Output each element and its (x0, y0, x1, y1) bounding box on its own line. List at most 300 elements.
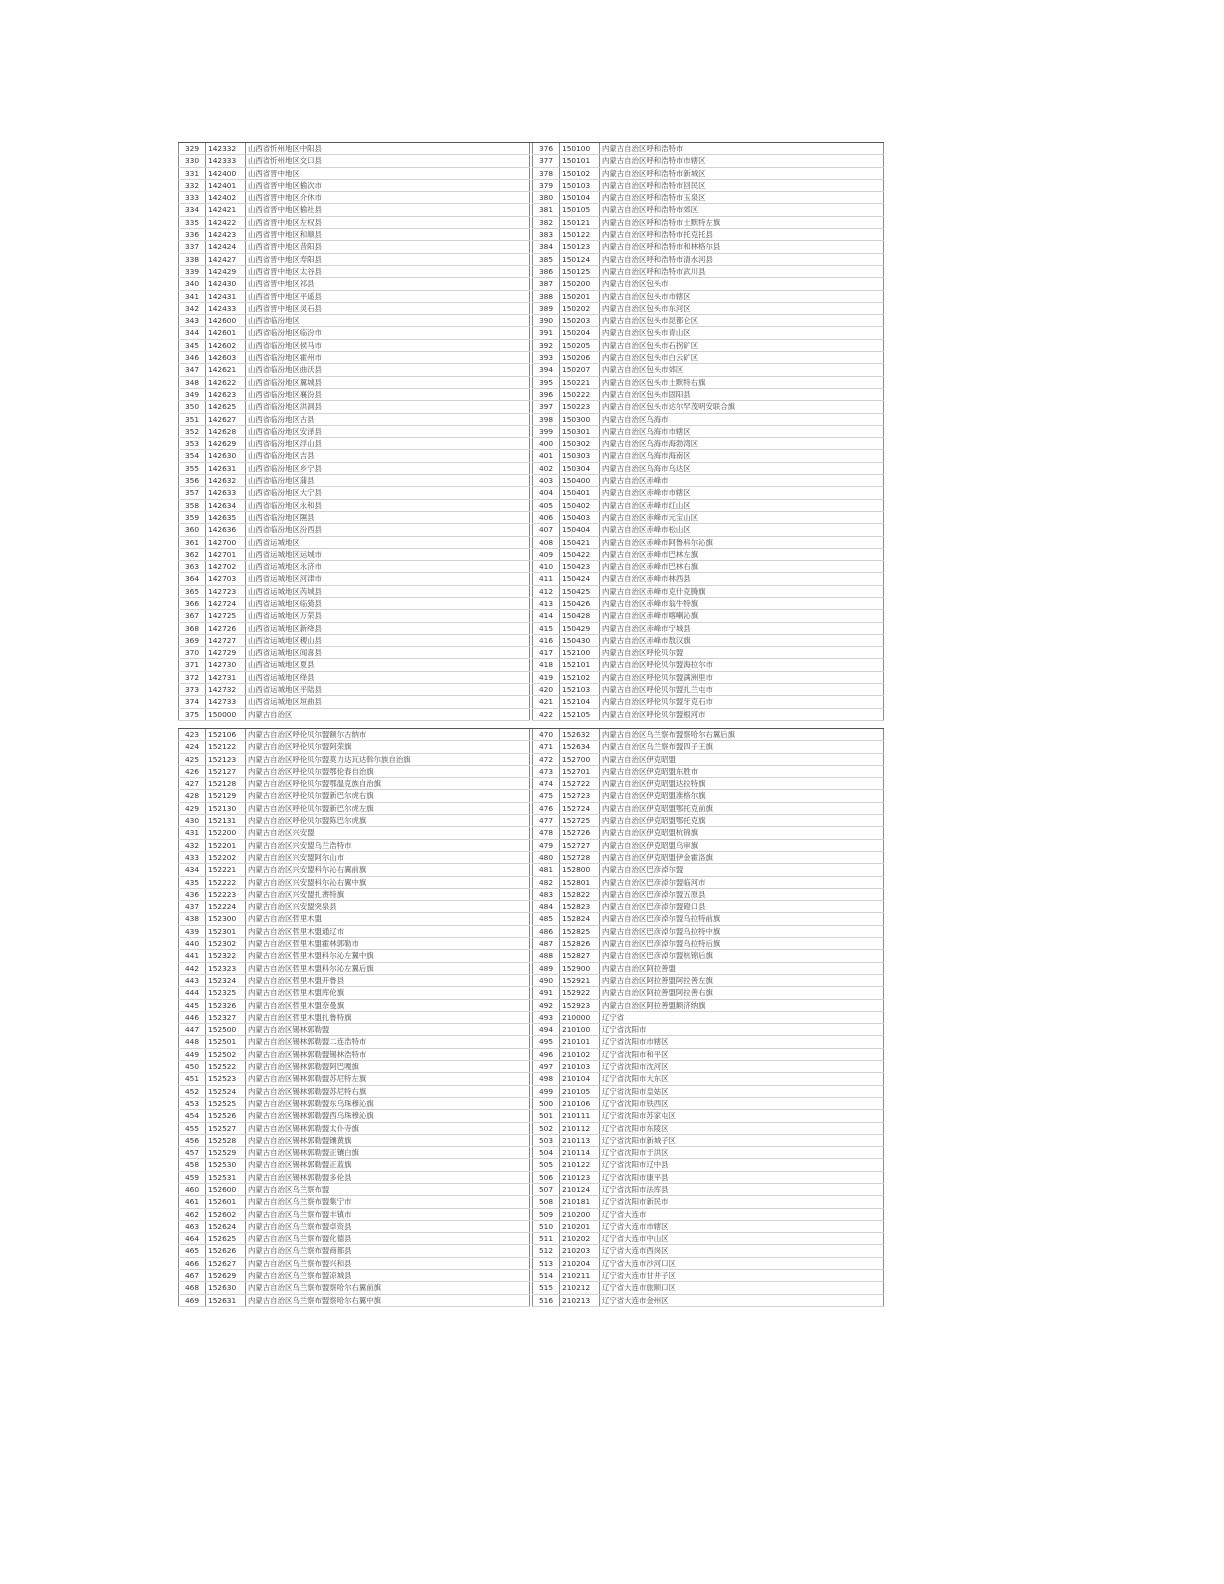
table-block-lower (178, 728, 884, 1317)
region-code: 142636 (206, 524, 246, 535)
table-left (178, 729, 530, 1307)
row-number: 432 (178, 840, 206, 851)
table-row (532, 1086, 884, 1098)
row-number: 331 (178, 168, 206, 179)
region-code: 150104 (560, 192, 600, 203)
region-name: 内蒙古自治区呼和浩特市回民区 (600, 180, 884, 191)
region-code: 150300 (560, 414, 600, 425)
region-name: 内蒙古自治区呼和浩特市和林格尔县 (600, 241, 884, 252)
region-name: 辽宁省沈阳市铁西区 (600, 1098, 884, 1109)
table-row (178, 414, 530, 426)
row-number: 389 (532, 303, 560, 314)
region-code: 210101 (560, 1036, 600, 1047)
region-name: 内蒙古自治区呼和浩特市武川县 (600, 266, 884, 277)
table-row (532, 1258, 884, 1270)
region-name: 内蒙古自治区乌海市海勃湾区 (600, 438, 884, 449)
table-row (178, 913, 530, 925)
region-name: 山西省运城地区闻喜县 (246, 647, 530, 658)
table-row (178, 463, 530, 475)
table-row (532, 327, 884, 339)
row-number: 382 (532, 217, 560, 228)
row-number: 424 (178, 741, 206, 752)
table-row (178, 450, 530, 462)
table-row (178, 549, 530, 561)
row-number: 452 (178, 1086, 206, 1097)
region-code: 210123 (560, 1172, 600, 1183)
region-code: 210114 (560, 1147, 600, 1158)
region-code: 152921 (560, 975, 600, 986)
region-name: 内蒙古自治区锡林郭勒盟多伦县 (246, 1172, 530, 1183)
table-row (178, 1233, 530, 1245)
region-code: 152728 (560, 852, 600, 863)
region-name: 内蒙古自治区伊克昭盟乌审旗 (600, 840, 884, 851)
region-code: 210104 (560, 1073, 600, 1084)
region-name: 山西省运城地区运城市 (246, 549, 530, 560)
region-name: 内蒙古自治区锡林郭勒盟 (246, 1024, 530, 1035)
region-code: 210112 (560, 1123, 600, 1134)
table-row (532, 291, 884, 303)
row-number: 438 (178, 913, 206, 924)
table-row (178, 1086, 530, 1098)
region-name: 内蒙古自治区哲里木盟库伦旗 (246, 987, 530, 998)
region-name: 山西省运城地区绛县 (246, 672, 530, 683)
row-number: 484 (532, 901, 560, 912)
row-number: 363 (178, 561, 206, 572)
table-row (178, 487, 530, 499)
region-name: 辽宁省 (600, 1012, 884, 1023)
region-code: 150122 (560, 229, 600, 240)
region-name: 内蒙古自治区兴安盟阿尔山市 (246, 852, 530, 863)
row-number: 413 (532, 598, 560, 609)
row-number: 477 (532, 815, 560, 826)
row-number: 375 (178, 709, 206, 720)
region-name: 内蒙古自治区巴彦淖尔盟 (600, 864, 884, 875)
table-row (178, 1061, 530, 1073)
table-row (532, 340, 884, 352)
table-row (532, 1061, 884, 1073)
region-name: 内蒙古自治区哲里木盟 (246, 913, 530, 924)
row-number: 427 (178, 778, 206, 789)
region-name: 山西省临汾地区临汾市 (246, 327, 530, 338)
region-name: 辽宁省大连市中山区 (600, 1233, 884, 1244)
region-name: 山西省临汾地区霍州市 (246, 352, 530, 363)
table-row (532, 975, 884, 987)
region-name: 内蒙古自治区乌兰察布盟卓资县 (246, 1221, 530, 1232)
region-name: 内蒙古自治区赤峰市市辖区 (600, 487, 884, 498)
table-row (178, 1110, 530, 1122)
region-code: 210202 (560, 1233, 600, 1244)
region-name: 内蒙古自治区包头市土默特右旗 (600, 377, 884, 388)
region-code: 142623 (206, 389, 246, 400)
region-name: 内蒙古自治区赤峰市巴林右旗 (600, 561, 884, 572)
row-number: 433 (178, 852, 206, 863)
row-number: 493 (532, 1012, 560, 1023)
row-number: 476 (532, 803, 560, 814)
table-row (178, 1270, 530, 1282)
region-name: 内蒙古自治区哲里木盟霍林郭勒市 (246, 938, 530, 949)
row-number: 345 (178, 340, 206, 351)
region-code: 152522 (206, 1061, 246, 1072)
region-name: 内蒙古自治区乌兰察布盟化德县 (246, 1233, 530, 1244)
row-number: 453 (178, 1098, 206, 1109)
row-number: 341 (178, 291, 206, 302)
region-code: 152624 (206, 1221, 246, 1232)
region-code: 142424 (206, 241, 246, 252)
row-number: 488 (532, 950, 560, 961)
region-code: 150100 (560, 143, 600, 154)
row-number: 416 (532, 635, 560, 646)
table-row (532, 192, 884, 204)
region-name: 内蒙古自治区呼和浩特市新城区 (600, 168, 884, 179)
region-name: 内蒙古自治区伊克昭盟准格尔旗 (600, 790, 884, 801)
table-row (178, 537, 530, 549)
table-row (178, 1221, 530, 1233)
region-name: 辽宁省大连市甘井子区 (600, 1270, 884, 1281)
row-number: 334 (178, 204, 206, 215)
table-row (178, 1245, 530, 1257)
table-row (532, 950, 884, 962)
region-code: 150206 (560, 352, 600, 363)
row-number: 428 (178, 790, 206, 801)
row-number: 344 (178, 327, 206, 338)
region-name: 山西省晋中地区灵石县 (246, 303, 530, 314)
region-code: 142601 (206, 327, 246, 338)
table-row (532, 1196, 884, 1208)
row-number: 472 (532, 754, 560, 765)
region-code: 150402 (560, 500, 600, 511)
region-code: 152122 (206, 741, 246, 752)
region-name: 内蒙古自治区锡林郭勒盟二连浩特市 (246, 1036, 530, 1047)
table-row (178, 926, 530, 938)
row-number: 357 (178, 487, 206, 498)
region-name: 内蒙古自治区呼和浩特市玉泉区 (600, 192, 884, 203)
region-name: 辽宁省大连市西岗区 (600, 1245, 884, 1256)
row-number: 430 (178, 815, 206, 826)
table-row (532, 1159, 884, 1171)
region-name: 内蒙古自治区呼伦贝尔盟新巴尔虎左旗 (246, 803, 530, 814)
table-row (532, 586, 884, 598)
region-name: 内蒙古自治区乌兰察布盟集宁市 (246, 1196, 530, 1207)
region-code: 142422 (206, 217, 246, 228)
region-name: 内蒙古自治区巴彦淖尔盟杭锦后旗 (600, 950, 884, 961)
region-code: 152822 (560, 889, 600, 900)
region-name: 内蒙古自治区伊克昭盟伊金霍洛旗 (600, 852, 884, 863)
region-code: 142634 (206, 500, 246, 511)
region-code: 142627 (206, 414, 246, 425)
table-row (178, 327, 530, 339)
row-number: 441 (178, 950, 206, 961)
table-row (178, 1036, 530, 1048)
region-code: 152722 (560, 778, 600, 789)
row-number: 405 (532, 500, 560, 511)
region-name: 内蒙古自治区巴彦淖尔盟五原县 (600, 889, 884, 900)
region-name: 内蒙古自治区阿拉善盟 (600, 963, 884, 974)
row-number: 414 (532, 610, 560, 621)
region-code: 150205 (560, 340, 600, 351)
region-name: 内蒙古自治区包头市东河区 (600, 303, 884, 314)
region-code: 152923 (560, 1000, 600, 1011)
row-number: 396 (532, 389, 560, 400)
table-row (532, 401, 884, 413)
table-row (178, 1000, 530, 1012)
region-code: 152527 (206, 1123, 246, 1134)
table-row (532, 598, 884, 610)
table-row (178, 586, 530, 598)
table-row (178, 1073, 530, 1085)
table-row (178, 1282, 530, 1294)
row-number: 391 (532, 327, 560, 338)
row-number: 399 (532, 426, 560, 437)
region-code: 142727 (206, 635, 246, 646)
table-row (532, 672, 884, 684)
table-row (532, 1000, 884, 1012)
row-number: 359 (178, 512, 206, 523)
region-name: 辽宁省沈阳市辽中县 (600, 1159, 884, 1170)
table-row (178, 438, 530, 450)
table-row (532, 573, 884, 585)
region-name: 内蒙古自治区赤峰市 (600, 475, 884, 486)
region-code: 152725 (560, 815, 600, 826)
region-code: 152700 (560, 754, 600, 765)
table-row (532, 1270, 884, 1282)
region-name: 山西省晋中地区太谷县 (246, 266, 530, 277)
table-right (532, 729, 884, 1307)
row-number: 489 (532, 963, 560, 974)
row-number: 412 (532, 586, 560, 597)
region-name: 内蒙古自治区呼伦贝尔盟陈巴尔虎旗 (246, 815, 530, 826)
region-code: 152529 (206, 1147, 246, 1158)
row-number: 482 (532, 877, 560, 888)
region-name: 辽宁省大连市金州区 (600, 1295, 884, 1306)
row-number: 374 (178, 696, 206, 707)
region-code: 152631 (206, 1295, 246, 1306)
row-number: 383 (532, 229, 560, 240)
region-name: 内蒙古自治区呼伦贝尔盟阿荣旗 (246, 741, 530, 752)
table-row (532, 901, 884, 913)
region-name: 内蒙古自治区哲里木盟科尔沁左翼中旗 (246, 950, 530, 961)
table-row (532, 537, 884, 549)
row-number: 474 (532, 778, 560, 789)
region-code: 152630 (206, 1282, 246, 1293)
region-code: 152627 (206, 1258, 246, 1269)
table-row (178, 1184, 530, 1196)
row-number: 504 (532, 1147, 560, 1158)
row-number: 499 (532, 1086, 560, 1097)
region-code: 152300 (206, 913, 246, 924)
region-name: 内蒙古自治区包头市郊区 (600, 364, 884, 375)
region-name: 内蒙古自治区兴安盟乌兰浩特市 (246, 840, 530, 851)
row-number: 422 (532, 709, 560, 720)
table-row (178, 852, 530, 864)
region-code: 142629 (206, 438, 246, 449)
row-number: 356 (178, 475, 206, 486)
region-name: 内蒙古自治区锡林郭勒盟正镶白旗 (246, 1147, 530, 1158)
table-row (178, 1098, 530, 1110)
region-code: 150105 (560, 204, 600, 215)
region-code: 152301 (206, 926, 246, 937)
region-code: 152130 (206, 803, 246, 814)
table-row (532, 1135, 884, 1147)
region-code: 152223 (206, 889, 246, 900)
row-number: 385 (532, 254, 560, 265)
region-name: 内蒙古自治区包头市 (600, 278, 884, 289)
table-row (178, 352, 530, 364)
table-row (178, 524, 530, 536)
row-number: 497 (532, 1061, 560, 1072)
table-row (532, 241, 884, 253)
table-row (178, 315, 530, 327)
region-code: 142427 (206, 254, 246, 265)
table-row (178, 1172, 530, 1184)
region-name: 山西省临汾地区永和县 (246, 500, 530, 511)
region-code: 150101 (560, 155, 600, 166)
region-code: 152530 (206, 1159, 246, 1170)
region-name: 山西省临汾地区安泽县 (246, 426, 530, 437)
region-code: 142625 (206, 401, 246, 412)
table-row (178, 975, 530, 987)
region-code: 152105 (560, 709, 600, 720)
region-name: 内蒙古自治区锡林郭勒盟苏尼特右旗 (246, 1086, 530, 1097)
region-code: 150203 (560, 315, 600, 326)
row-number: 478 (532, 827, 560, 838)
region-name: 内蒙古自治区锡林郭勒盟锡林浩特市 (246, 1049, 530, 1060)
region-code: 150121 (560, 217, 600, 228)
region-name: 内蒙古自治区呼和浩特市市辖区 (600, 155, 884, 166)
row-number: 350 (178, 401, 206, 412)
region-code: 152801 (560, 877, 600, 888)
row-number: 458 (178, 1159, 206, 1170)
row-number: 464 (178, 1233, 206, 1244)
region-code: 152600 (206, 1184, 246, 1195)
region-code: 142603 (206, 352, 246, 363)
row-number: 333 (178, 192, 206, 203)
region-name: 内蒙古自治区哲里木盟科尔沁左翼后旗 (246, 963, 530, 974)
row-number: 335 (178, 217, 206, 228)
region-name: 辽宁省沈阳市法库县 (600, 1184, 884, 1195)
row-number: 410 (532, 561, 560, 572)
table-row (532, 155, 884, 167)
region-code: 152104 (560, 696, 600, 707)
region-code: 210102 (560, 1049, 600, 1060)
row-number: 481 (532, 864, 560, 875)
region-name: 山西省临汾地区汾西县 (246, 524, 530, 535)
table-row (532, 266, 884, 278)
region-code: 142332 (206, 143, 246, 154)
table-row (178, 1012, 530, 1024)
table-row (532, 254, 884, 266)
table-row (178, 168, 530, 180)
row-number: 449 (178, 1049, 206, 1060)
row-number: 431 (178, 827, 206, 838)
region-code: 142421 (206, 204, 246, 215)
region-name: 内蒙古自治区乌兰察布盟商都县 (246, 1245, 530, 1256)
table-row (532, 1184, 884, 1196)
table-row (178, 987, 530, 999)
table-row (178, 266, 530, 278)
region-name: 内蒙古自治区兴安盟 (246, 827, 530, 838)
row-number: 495 (532, 1036, 560, 1047)
region-code: 152525 (206, 1098, 246, 1109)
region-code: 142602 (206, 340, 246, 351)
region-code: 150304 (560, 463, 600, 474)
table-row (178, 155, 530, 167)
row-number: 470 (532, 729, 560, 740)
row-number: 423 (178, 729, 206, 740)
row-number: 420 (532, 684, 560, 695)
region-code: 152200 (206, 827, 246, 838)
region-name: 山西省临汾地区洪洞县 (246, 401, 530, 412)
row-number: 447 (178, 1024, 206, 1035)
region-name: 内蒙古自治区巴彦淖尔盟乌拉特后旗 (600, 938, 884, 949)
table-row (532, 709, 884, 721)
region-code: 210212 (560, 1282, 600, 1293)
region-name: 山西省临汾地区吉县 (246, 450, 530, 461)
table-row (532, 623, 884, 635)
region-code: 152823 (560, 901, 600, 912)
table-row (178, 729, 530, 741)
row-number: 506 (532, 1172, 560, 1183)
table-row (532, 450, 884, 462)
region-name: 辽宁省沈阳市苏家屯区 (600, 1110, 884, 1121)
region-code: 210100 (560, 1024, 600, 1035)
row-number: 361 (178, 537, 206, 548)
table-row (178, 291, 530, 303)
region-name: 山西省晋中地区祁县 (246, 278, 530, 289)
row-number: 446 (178, 1012, 206, 1023)
region-name: 山西省临汾地区古县 (246, 414, 530, 425)
region-code: 150102 (560, 168, 600, 179)
table-row (532, 414, 884, 426)
region-name: 内蒙古自治区兴安盟突泉县 (246, 901, 530, 912)
region-code: 210103 (560, 1061, 600, 1072)
region-name: 山西省运城地区垣曲县 (246, 696, 530, 707)
table-row (532, 864, 884, 876)
region-code: 142400 (206, 168, 246, 179)
region-name: 山西省临汾地区翼城县 (246, 377, 530, 388)
region-code: 142423 (206, 229, 246, 240)
region-name: 山西省忻州地区中阳县 (246, 143, 530, 154)
region-name: 山西省运城地区芮城县 (246, 586, 530, 597)
table-row (532, 438, 884, 450)
region-code: 152500 (206, 1024, 246, 1035)
region-code: 150428 (560, 610, 600, 621)
table-block-upper (178, 142, 884, 723)
region-name: 山西省运城地区夏县 (246, 659, 530, 670)
row-number: 339 (178, 266, 206, 277)
region-code-sheet (178, 142, 884, 1316)
row-number: 343 (178, 315, 206, 326)
region-code: 150207 (560, 364, 600, 375)
table-row (532, 840, 884, 852)
table-row (532, 1024, 884, 1036)
region-name: 山西省临汾地区 (246, 315, 530, 326)
row-number: 439 (178, 926, 206, 937)
region-name: 内蒙古自治区赤峰市喀喇沁旗 (600, 610, 884, 621)
region-name: 内蒙古自治区乌兰察布盟察哈尔右翼前旗 (246, 1282, 530, 1293)
row-number: 509 (532, 1209, 560, 1220)
row-number: 455 (178, 1123, 206, 1134)
row-number: 329 (178, 143, 206, 154)
region-code: 152601 (206, 1196, 246, 1207)
region-name: 内蒙古自治区乌海市市辖区 (600, 426, 884, 437)
region-code: 152625 (206, 1233, 246, 1244)
region-code: 152826 (560, 938, 600, 949)
table-row (532, 229, 884, 241)
table-row (178, 340, 530, 352)
row-number: 332 (178, 180, 206, 191)
table-row (178, 950, 530, 962)
region-code: 150430 (560, 635, 600, 646)
